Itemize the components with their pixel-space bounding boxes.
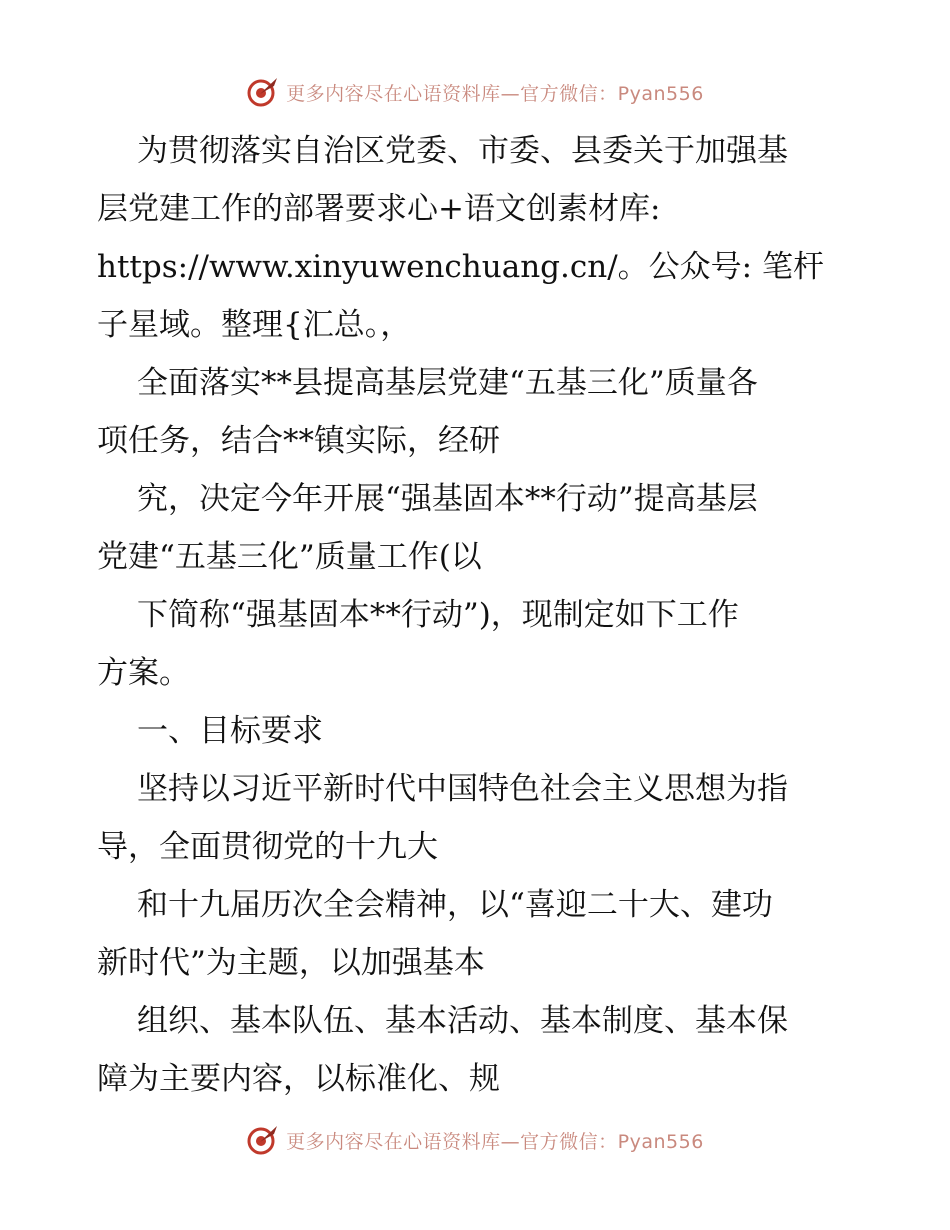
text-line: 导，全面贯彻党的十九大 [97, 829, 438, 865]
text-line: 究，决定今年开展“强基固本**行动”提高基层 [137, 481, 758, 517]
footer-watermark [0, 1120, 950, 1160]
text-line: 新时代”为主题，以加强基本 [97, 945, 485, 981]
text-line: 下简称“强基固本**行动”)，现制定如下工作 [137, 597, 739, 633]
text-line: 项任务，结合**镇实际，经研 [97, 423, 500, 459]
text-line: 方案。 [97, 655, 190, 691]
text-line: 子星域。整理{汇总。， [97, 307, 412, 343]
text-line: 层党建工作的部署要求心+语文创素材库: [97, 191, 661, 227]
watermark-text: 更多内容尽在心语资料库—官方微信：Pyan556 [286, 82, 704, 105]
text-line: 党建“五基三化”质量工作(以 [97, 539, 482, 575]
text-line: https://www.xinyuwenchuang.cn/。公众号: 笔杆 [97, 249, 824, 285]
quill-logo-icon [246, 1123, 280, 1157]
text-line: 为贯彻落实自治区党委、市委、县委关于加强基 [137, 133, 788, 169]
quill-logo-icon [246, 75, 280, 109]
document-body [97, 122, 857, 1108]
text-line: 障为主要内容，以标准化、规 [97, 1061, 500, 1097]
text-line: 全面落实**县提高基层党建“五基三化”质量各 [137, 365, 758, 401]
text-line: 和十九届历次全会精神，以“喜迎二十大、建功 [137, 887, 773, 923]
text-line: 组织、基本队伍、基本活动、基本制度、基本保 [137, 1003, 788, 1039]
text-line: 坚持以习近平新时代中国特色社会主义思想为指 [137, 771, 788, 807]
section-heading: 一、目标要求 [137, 713, 323, 749]
header-watermark [0, 72, 950, 112]
watermark-text: 更多内容尽在心语资料库—官方微信：Pyan556 [286, 1130, 704, 1153]
